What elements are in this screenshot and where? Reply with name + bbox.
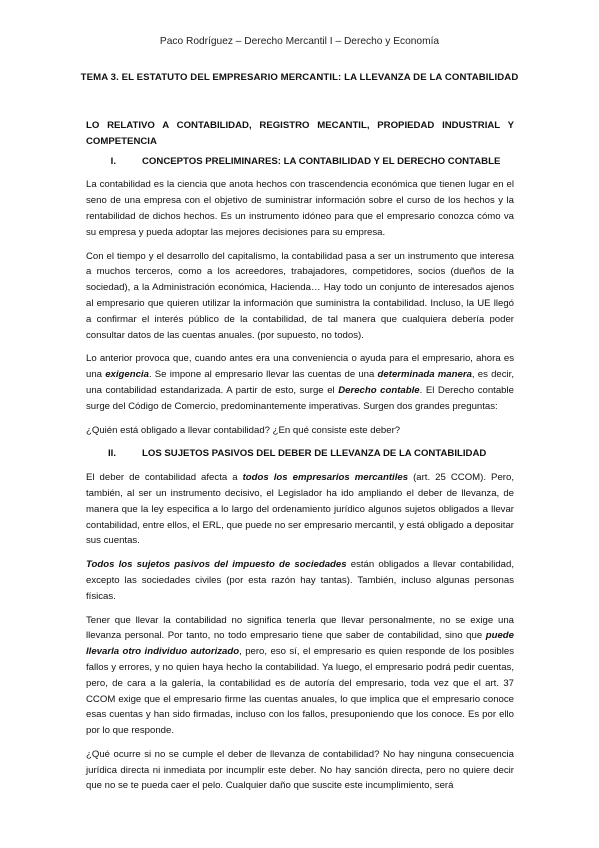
text-run: (art. 25 CCOM). Pero, también, al ser un instrumento decisivo, el Legislador ha ido ampliando el deber de llevanza, de manera que la ley especifica a lo largo del ordenamiento jurídico algunos sujetos obligados a llevar contabilidad, entre ellos, el ERL, que puede no ser empresario mercantil, y está obligado a depositar sus cuentas. [86, 472, 514, 547]
chapter-title: TEMA 3. EL ESTATUTO DEL EMPRESARIO MERCANTIL: LA LLEVANZA DE LA CONTABILIDAD [80, 72, 519, 83]
section-number: II. [108, 448, 116, 460]
paragraph: Con el tiempo y el desarrollo del capitalismo, la contabilidad pasa a ser un instrumento que interesa a muchos terceros, como a los acreedores, trabajadores, competidores, socios (dueños de la sociedad), a la Administración económica, Hacienda… Hay todo un conjunto de interesados ajenos al empresario que quieren utilizar la información que suministra la contabilidad. Incluso, la UE llegó a confirmar el interés público de la contabilidad, de tal manera que cualquiera debería poder consultar datos de las cuentas anuales. (por supuesto, no todos). [86, 250, 514, 341]
emphasis: todos los empresarios mercantiles [242, 472, 409, 484]
section-title: LOS SUJETOS PASIVOS DEL DEBER DE LLEVANZA DE LA CONTABILIDAD [142, 448, 487, 460]
emphasis: Todos los sujetos pasivos del impuesto de sociedades [86, 559, 347, 571]
text-run: El deber de contabilidad afecta a [86, 472, 243, 484]
text-run: Tener que llevar la contabilidad no significa tenerla que llevar personalmente, no se exige una llevanza personal. Por tanto, no todo empresario tiene que saber de contabilidad, sino que [86, 614, 514, 642]
paragraph [86, 351, 514, 414]
emphasis: exigencia [105, 369, 149, 381]
text-run: , es decir, una contabilidad estandarizada. A partir de esto, surge el [86, 369, 514, 396]
text-run: Lo anterior provoca que, cuando antes era una conveniencia o ayuda para el empresario, ahora es una [86, 353, 514, 381]
paragraph [86, 613, 514, 739]
emphasis: determinada manera [377, 369, 472, 381]
section-title: CONCEPTOS PRELIMINARES: LA CONTABILIDAD Y EL DERECHO CONTABLE [142, 155, 501, 167]
block-heading: LO RELATIVO A CONTABILIDAD, REGISTRO MECANTIL, PROPIEDAD INDUSTRIAL Y COMPETENCIA [86, 120, 514, 147]
paragraph: ¿Qué ocurre si no se cumple el deber de llevanza de contabilidad? No hay ninguna consecuencia jurídica directa ni inmediata por incumplir este deber. No hay sanción directa, pero no quiere decir que no se te pueda caer el pelo. Cualquier daño que suscite este incumplimiento, será [86, 748, 514, 792]
section-heading-1 [86, 154, 514, 170]
text-run: . El Derecho contable surge del Código de Comercio, predominantemente imperativas. Surgen dos grandes preguntas: [86, 384, 514, 412]
paragraph [86, 557, 514, 604]
text-run: , pero, eso sí, el empresario es quien responde de los posibles fallos y errores, y no quien haya hecho la contabilidad. Ya luego, el empresario podrá pedir cuentas, pero, de cara a la galería, la contabilidad es de autoría del empresario, toda vez que el art. 37 CCOM exige que el empresario firme las cuentas anuales, lo que implica que el empresario conoce esas cuentas y han sido firmadas, incluso con los fallos, presuponiendo que los conoce. Es por ello por lo que responde. [86, 646, 514, 737]
section-number: I. [110, 155, 116, 167]
text-run: están obligados a llevar contabilidad, excepto las sociedades civiles (por esta razón hay tantas). También, incluso algunas personas físicas. [86, 559, 514, 602]
document-body [86, 118, 514, 802]
text-run: . Se impone al empresario llevar las cuentas de una [148, 369, 378, 381]
page-header: Paco Rodríguez – Derecho Mercantil I – Derecho y Economía [159, 36, 440, 47]
paragraph: ¿Quién está obligado a llevar contabilidad? ¿En qué consiste este deber? [86, 424, 401, 436]
emphasis: puede llevarla otro individuo autorizado [86, 630, 514, 658]
section-heading-2 [86, 446, 514, 462]
paragraph: La contabilidad es la ciencia que anota hechos con trascendencia económica que tienen lugar en el seno de una empresa con el objetivo de suministrar información sobre el curso de los hechos y la rentabilidad de dichos hechos. Es un instrumento idóneo para que el empresario conozca cómo va su empresa y pueda adoptar las mejores decisiones para su empresa. [86, 179, 514, 238]
paragraph [86, 470, 514, 549]
emphasis: Derecho contable [338, 384, 420, 396]
